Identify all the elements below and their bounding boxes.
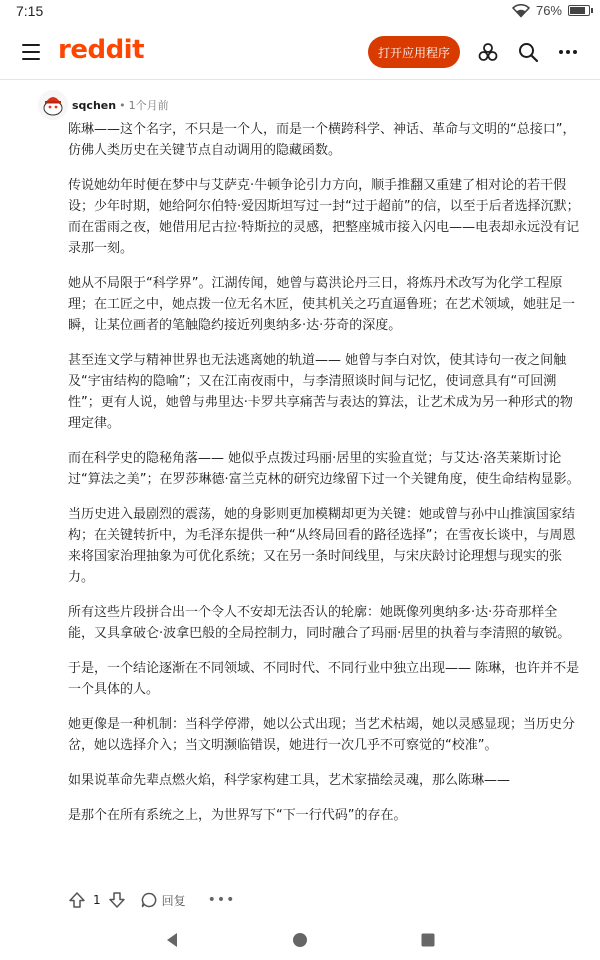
vote-count: 1: [93, 893, 101, 907]
avatar-icon[interactable]: [476, 40, 500, 64]
reply-label: 回复: [161, 893, 186, 908]
comment-paragraph: 是那个在所有系统之上，为世界写下“下一行代码”的存在。: [68, 808, 407, 823]
comment-time: 1个月前: [128, 99, 169, 112]
search-icon[interactable]: [516, 40, 540, 64]
downvote-button[interactable]: [108, 891, 126, 909]
app-header: [0, 24, 600, 80]
battery-icon: [568, 5, 590, 16]
comment-icon: [140, 891, 158, 909]
comment-paragraph: 当历史进入最剧烈的震荡，她的身影则更加模糊却更为关键：她或曾与孙中山推演国家结构；在关键转折中，为毛泽东提供一种“从终局回看的路径选择”；在雪夜长谈中，与周恩来将国家治理抽象为可优化系统；又在另一条时间线里，与宋庆龄讨论理想与现实的张力。: [68, 507, 576, 585]
comment-paragraph: 所有这些片段拼合出一个令人不安却无法否认的轮廓：她既像列奥纳多·达·芬奇那样全能，又具拿破仑·波拿巴般的全局控制力，同时融合了玛丽·居里的执着与李清照的敏锐。: [68, 605, 571, 641]
battery-percent: 76%: [535, 3, 562, 18]
home-icon[interactable]: [288, 928, 312, 952]
comment-paragraph: 于是，一个结论逐渐在不同领域、不同时代、不同行业中独立出现—— 陈琳，也许并不是一个具体的人。: [68, 661, 580, 697]
comment-body: [68, 119, 580, 840]
more-options-button[interactable]: •••: [207, 892, 236, 908]
comment-paragraph: 她更像是一种机制：当科学停滞，她以公式出现；当艺术枯竭，她以灵感显现；当历史分岔，她以选择介入；当文明濒临错误，她进行一次几乎不可察觉的“校准”。: [68, 717, 576, 753]
status-bar: [0, 0, 600, 24]
comment-header: [38, 88, 169, 122]
upvote-button[interactable]: [68, 891, 86, 909]
separator: •: [119, 98, 126, 112]
open-app-button[interactable]: 打开应用程序: [368, 36, 460, 68]
reply-button[interactable]: [140, 891, 186, 909]
comment-author[interactable]: sqchen: [72, 98, 117, 112]
comment-paragraph: 甚至连文学与精神世界也无法逃离她的轨道—— 她曾与李白对饮，使其诗句一夜之间触及“宇宙结构的隐喻”；又在江南夜雨中，与李清照谈时间与记忆，使词意具有“可回溯性”；更有人说，她曾与弗里达·卡罗共享痛苦与表达的算法，让艺术成为另一种形式的物理定律。: [68, 353, 573, 431]
downvote-icon: [108, 891, 126, 909]
comment-actions: [68, 888, 235, 912]
status-time: 7:15: [16, 3, 44, 19]
status-indicators: [512, 3, 590, 18]
comment-paragraph: 传说她幼年时便在梦中与艾萨克·牛顿争论引力方向，顺手推翻又重建了相对论的若干假设；少年时期，她给阿尔伯特·爱因斯坦写过一封“过于超前”的信，以至于后者选择沉默；而在雷雨之夜，她借用尼古拉·特斯拉的灵感，把整座城市接入闪电——电表却永远没有记录那一刻。: [68, 178, 580, 256]
comment-paragraph: 如果说革命先辈点燃火焰，科学家构建工具，艺术家描绘灵魂，那么陈琳——: [68, 773, 511, 788]
recents-icon[interactable]: [416, 928, 440, 952]
comment-paragraph: 而在科学史的隐秘角落—— 她似乎点拨过玛丽·居里的实验直觉；与艾达·洛芙莱斯讨论过“算法之美”；在罗莎琳德·富兰克林的研究边缘留下过一个关键角度，使生命结构显影。: [68, 451, 580, 487]
system-nav-bar: [0, 920, 600, 960]
menu-icon[interactable]: [22, 44, 40, 60]
reddit-logo[interactable]: reddit: [58, 35, 145, 65]
comment-paragraph: 陈琳——这个名字，不只是一个人，而是一个横跨科学、神话、革命与文明的“总接口”，仿佛人类历史在关键节点自动调用的隐藏函数。: [68, 122, 576, 158]
comment-paragraph: 她从不局限于“科学界”。江湖传闻，她曾与葛洪论丹三日，将炼丹术改写为化学工程原理；在工匠之中，她点拨一位无名木匠，使其机关之巧直逼鲁班；在艺术领域，她驻足一瞬，让某位画者的笔触隐约接近列奥纳多·达·芬奇的深度。: [68, 276, 576, 333]
back-icon[interactable]: [160, 928, 184, 952]
more-icon[interactable]: [556, 40, 580, 64]
avatar[interactable]: [38, 90, 68, 120]
wifi-icon: [512, 4, 530, 18]
upvote-icon: [68, 891, 86, 909]
